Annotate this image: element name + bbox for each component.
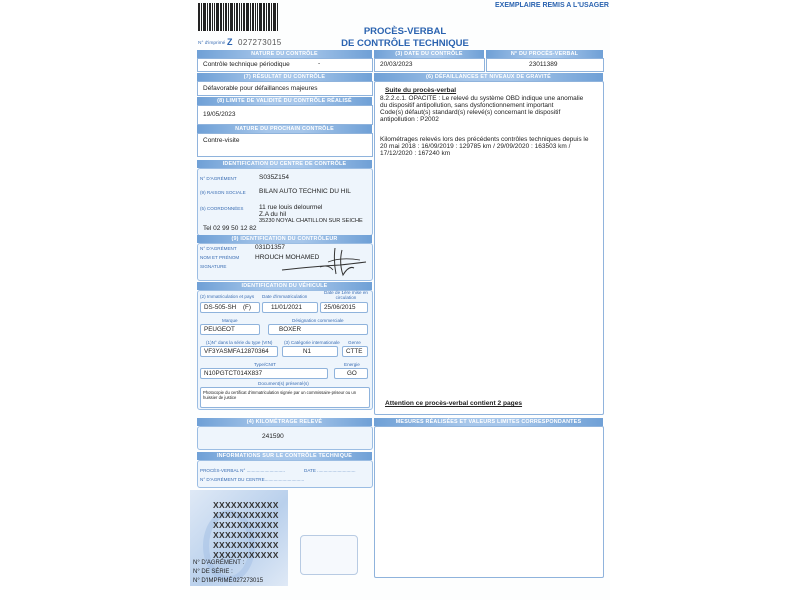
stamp-line-6: XXXXXXXXXXX <box>213 550 279 560</box>
coord-label: (5) COORDONNÉES <box>200 206 244 211</box>
prochain-value: Contre-visite <box>203 137 240 144</box>
ctrl-nom-label: NOM ET PRÉNOM <box>200 255 240 260</box>
nature-dash: - <box>318 60 321 67</box>
barcode <box>198 3 290 33</box>
defaillance-line2: du dispositif antipollution, sans dysfonctionnement important <box>380 102 554 109</box>
ctrl-agrement-label: N° D'AGRÉMENT <box>200 246 237 251</box>
coord-line3: 35230 NOYAL CHATILLON SUR SEICHE <box>259 218 363 224</box>
typecnit-field: N10PGTCT014X837 <box>200 368 328 379</box>
title-line1: PROCÈS-VERBAL <box>363 26 447 37</box>
km-value: 241590 <box>262 433 284 440</box>
coord-line1: 11 rue louis delourmel <box>259 204 323 211</box>
defaillance-line1: 8.2.2.c.1. OPACITE : Le relevé du système OBD indique une anomalie <box>380 95 584 102</box>
marque-label: Marque <box>222 318 238 323</box>
title-line2: DE CONTRÔLE TECHNIQUE <box>341 38 469 49</box>
limite-header: (8) LIMITE DE VALIDITÉ DU CONTRÔLE RÉALISÉ <box>197 97 372 105</box>
km-line3: 17/12/2020 : 167240 km <box>380 150 451 157</box>
designation-field: BOXER <box>268 324 368 335</box>
imprime-prefix: Z <box>227 37 233 47</box>
prochain-header: NATURE DU PROCHAIN CONTRÔLE <box>197 125 372 133</box>
resultat-value: Défavorable pour défaillances majeures <box>203 85 318 92</box>
date-mec-field: 25/06/2015 <box>320 302 368 313</box>
suite-title: Suite du procès-verbal <box>385 87 457 94</box>
raison-value: BILAN AUTO TECHNIC DU HIL <box>259 188 351 195</box>
designation-label: Désignation commerciale <box>292 318 344 323</box>
documents-value-line1: Photocopie du certificat d'immatriculation signée par un commissaire-priseur ou un <box>203 390 357 395</box>
ctrl-agrement-value: 031D1357 <box>255 244 285 251</box>
resultat-header: (7) RÉSULTAT DU CONTRÔLE <box>197 73 372 81</box>
immat-label: (2) Immatriculation et pays <box>200 294 255 299</box>
footer-serie: N° DE SÉRIE : <box>193 569 233 575</box>
date-mec-label: Date de 1ère mise en circulation <box>324 290 368 300</box>
vin-label: (1)N° dans la série du type (VIN) <box>206 340 273 345</box>
km-section <box>197 426 373 450</box>
footer-agrement: N° D'AGRÉMENT : <box>193 560 245 566</box>
coord-line2: Z.A du hil <box>259 211 287 218</box>
date-label: DATE .............................. <box>304 468 356 473</box>
defaillances-box <box>374 81 604 415</box>
stamp-line-3: XXXXXXXXXXX <box>213 520 279 530</box>
mesures-box <box>374 426 604 578</box>
raison-label: (9) RAISON SOCIALE <box>200 190 246 195</box>
categorie-field: N1 <box>282 346 338 357</box>
centre-header: IDENTIFICATION DU CENTRE DE CONTRÔLE <box>197 160 372 168</box>
attention-note: Attention ce procès-verbal contient 2 pages <box>385 400 523 407</box>
stamp-line-2: XXXXXXXXXXX <box>213 510 279 520</box>
numero-value: 23011389 <box>529 61 558 68</box>
energie-field: GO <box>334 368 368 379</box>
immat-field <box>200 302 260 313</box>
km-header: (4) KILOMÉTRAGE RELEVÉ <box>197 418 372 426</box>
date-immat-field: 11/01/2021 <box>262 302 318 313</box>
date-immat-label: Date d'immatriculation <box>262 294 308 299</box>
pv-label: PROCÈS-VERBAL N° .............................. <box>200 468 285 473</box>
imprime-number: 027273015 <box>238 38 282 47</box>
nature-header: NATURE DU CONTRÔLE <box>197 50 372 58</box>
documents-value-line2: huissier de justice <box>203 395 237 400</box>
hologram-box <box>300 535 358 575</box>
date-value: 20/03/2023 <box>380 61 413 68</box>
energie-label: Energie <box>344 362 360 367</box>
nature-value: Contrôle technique périodique <box>203 61 290 68</box>
signature-image <box>280 244 370 278</box>
defaillance-line4: antipollution : P2002 <box>380 116 439 123</box>
immat-value: DS-505-SH <box>204 304 237 311</box>
date-header: (3) DATE DU CONTRÔLE <box>374 50 484 58</box>
stamp-line-4: XXXXXXXXXXX <box>213 530 279 540</box>
marque-field: PEUGEOT <box>200 324 260 335</box>
ctrl-signature-label: SIGNATURE <box>200 264 227 269</box>
km-line1: Kilométrages relevés lors des précédents contrôles techniques depuis le <box>380 136 589 143</box>
typecnit-label: Type/CNIT <box>254 362 276 367</box>
stamp-line-1: XXXXXXXXXXX <box>213 500 279 510</box>
genre-field: CTTE <box>342 346 368 357</box>
km-line2: 20 mai 2018 : 16/09/2019 : 129785 km / 29/09/2020 : 163503 km / <box>380 143 571 150</box>
info-header: INFORMATIONS SUR LE CONTRÔLE TECHNIQUE <box>197 452 372 460</box>
coord-tel: Tel 02 99 50 12 82 <box>203 225 257 232</box>
numero-header: N° DU PROCÈS-VERBAL <box>486 50 603 58</box>
controleur-header: (9) IDENTIFICATION DU CONTRÔLEUR <box>197 235 372 243</box>
vehicule-header: IDENTIFICATION DU VÉHICULE <box>197 282 372 290</box>
info-section <box>197 460 373 488</box>
ctrl-nom-value: HROUCH MOHAMED <box>255 254 320 261</box>
copy-label: EXEMPLAIRE REMIS A L'USAGER <box>495 2 609 9</box>
footer-imprime-value: 027273015 <box>233 578 264 584</box>
genre-label: Genre <box>348 340 361 345</box>
categorie-label: (3) Catégorie internationale <box>284 340 340 345</box>
centre-agrement-label: N° D'AGRÉMENT <box>200 176 237 181</box>
defaillances-header: (6) DÉFAILLANCES ET NIVEAUX DE GRAVITÉ <box>374 73 603 81</box>
imprime-label: N° d'imprimé <box>198 41 226 46</box>
vin-field: VF3YASMFA12870364 <box>200 346 278 357</box>
mesures-header: MESURES RÉALISÉES ET VALEURS LIMITES CORRESPONDANTES <box>374 418 603 426</box>
agrement-centre-label: N° D'AGRÉMENT DU CENTRE............................... <box>200 477 305 482</box>
documents-label: Document(s) présenté(s) <box>258 381 309 386</box>
limite-value: 19/05/2023 <box>203 111 236 118</box>
stamp-line-5: XXXXXXXXXXX <box>213 540 279 550</box>
defaillance-line3: Code(s) défaut(s) standard(s) relevé(s) concernant le dispositif <box>380 109 561 116</box>
centre-agrement-value: S035Z154 <box>259 174 289 181</box>
footer-imprime: N° D'IMPRIMÉ : <box>193 578 236 584</box>
pays-value: (F) <box>242 304 251 311</box>
